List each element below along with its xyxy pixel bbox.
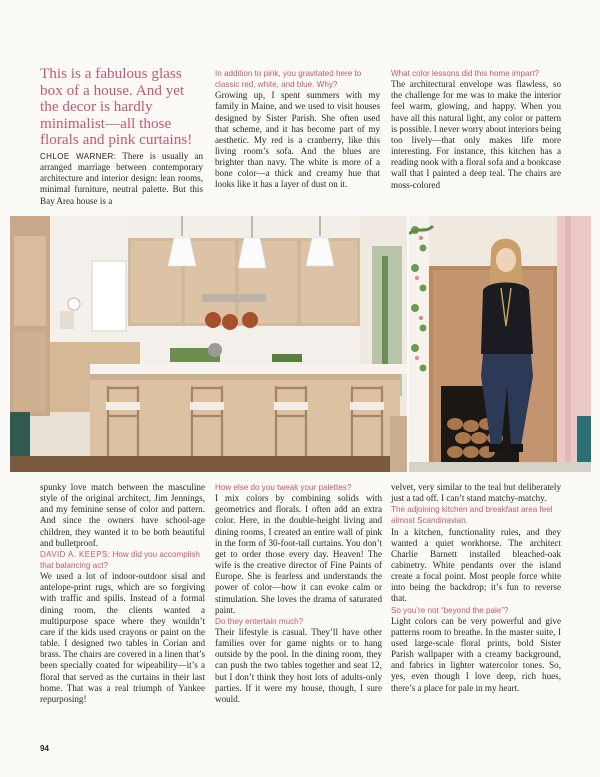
- kitchen-photo: [10, 216, 407, 472]
- interview-question: So you’re not “beyond the pale”?: [391, 605, 509, 615]
- question-text: How did you accomplish that balancing act?: [40, 549, 200, 571]
- bottom-column-3: [391, 482, 561, 694]
- interview-question: The adjoining kitchen and breakfast area feel almost Scandinavian.: [391, 505, 553, 526]
- interview-question: How else do you tweak your palettes?: [215, 483, 352, 492]
- kitchen-illustration: [10, 216, 407, 472]
- interview-question: [40, 549, 205, 571]
- page-number: 94: [40, 744, 49, 753]
- portrait-illustration: [409, 216, 591, 472]
- paragraph: velvet, very similar to the teal but deliberately just a tad off. I can’t stand matchy-matchy.: [391, 482, 561, 504]
- portrait-photo: [409, 216, 591, 472]
- speaker-name: DAVID A. KEEPS:: [40, 549, 111, 559]
- pull-quote: This is a fabulous glass box of a house. And yet the decor is hardly minimalist—all those florals and pink curtains!: [40, 65, 193, 149]
- top-column-1: [40, 151, 203, 207]
- bottom-column-1: [40, 482, 205, 705]
- paragraph: [40, 151, 203, 207]
- paragraph: The architectural envelope was flawless, so the challenge for me was to make the interior feel warm, glowing, and happy. When you have all this natural light, any color or pattern is possible. I never worry about interiors being too lively—that only makes life more interesting. For instance, this kitchen has a reading nook with a floral sofa and a bookcase wall that I painted a deep teal. The chairs are moss-colored: [391, 79, 561, 190]
- paragraph: Light colors can be very powerful and give patterns room to breathe. In the master suite, I used large-scale floral prints, bold Sister Parish wallpaper with a creamy background, and fabrics in lighter watercolor tones. So, yes, even though I love deep, rich hues, there’s a place for pale in my heart.: [391, 615, 561, 693]
- paragraph: In a kitchen, functionality rules, and they wanted a quiet workhorse. The architect Charlie Barnett installed bleached-oak cabinetry. White pendants over the island create a focal point. Most people force white into being the backdrop; it’s fun to reverse that.: [391, 526, 561, 604]
- bottom-column-2: [215, 482, 382, 705]
- paragraph-text: There is usually an arranged marriage between contemporary architecture and interior design: lean rooms, minimal furniture, neutral palette. But this Bay Area house is a: [40, 151, 203, 206]
- top-column-2: [215, 68, 380, 191]
- speaker-name: CHLOE WARNER:: [40, 152, 117, 161]
- paragraph: I mix colors by combining solids with geometrics and florals. I often add an extra color. Here, in the double-height living and dining rooms, I created an entire wall of pink in the form of 30-foot-tall curtains. You don’t get to order those every day. Heaven! The wife is the creative director of Fine Paints of Europe. She is fearless and understands the power of color—how it can evoke calm or stimulation. She loves the drama of saturated paint.: [215, 493, 382, 615]
- top-column-3: [391, 68, 561, 191]
- paragraph: Growing up, I spent summers with my family in Maine, and we used to visit houses designed by Sister Parish. She often used that scheme, and it has become part of my aesthetic. My red is a cranberry, like this living room’s sofa. And the blues are brighter than navy. The white is more of a bone color—a thick and creamy hue that looks like it has a layer of dust on it.: [215, 90, 380, 190]
- paragraph: spunky love match between the masculine style of the original architect, Jim Jennings, and my feminine sense of color and pattern. And since the owners have school-age children, they wanted it to be both beautiful and bulletproof.: [40, 482, 205, 548]
- interview-question: In addition to pink, you gravitated here to classic red, white, and blue. Why?: [215, 69, 362, 90]
- interview-question: Do they entertain much?: [215, 616, 304, 626]
- interview-question: What color lessons did this home impart?: [391, 69, 539, 78]
- paragraph: We used a lot of indoor-outdoor sisal and antelope-print rugs, which are so forgiving with traffic and spills. Instead of a formal dining room, the clients wanted a multipurpose space where they wouldn’t care if the kids used crayons or paint on the table. I designed two tables in Corian and brass. The chairs are covered in a linen that’s been specially coated for wipeability—it’s a floral that served as the curtains in their last home. That was a real triumph of Yankee repurposing!: [40, 571, 205, 704]
- paragraph: Their lifestyle is casual. They’ll have other families over for game nights or to hang outside by the pool. In the dining room, they can push the two tables together and seat 12, but I don’t think they host lots of adults-only parties. If it were my house, though, I sure would.: [215, 626, 382, 704]
